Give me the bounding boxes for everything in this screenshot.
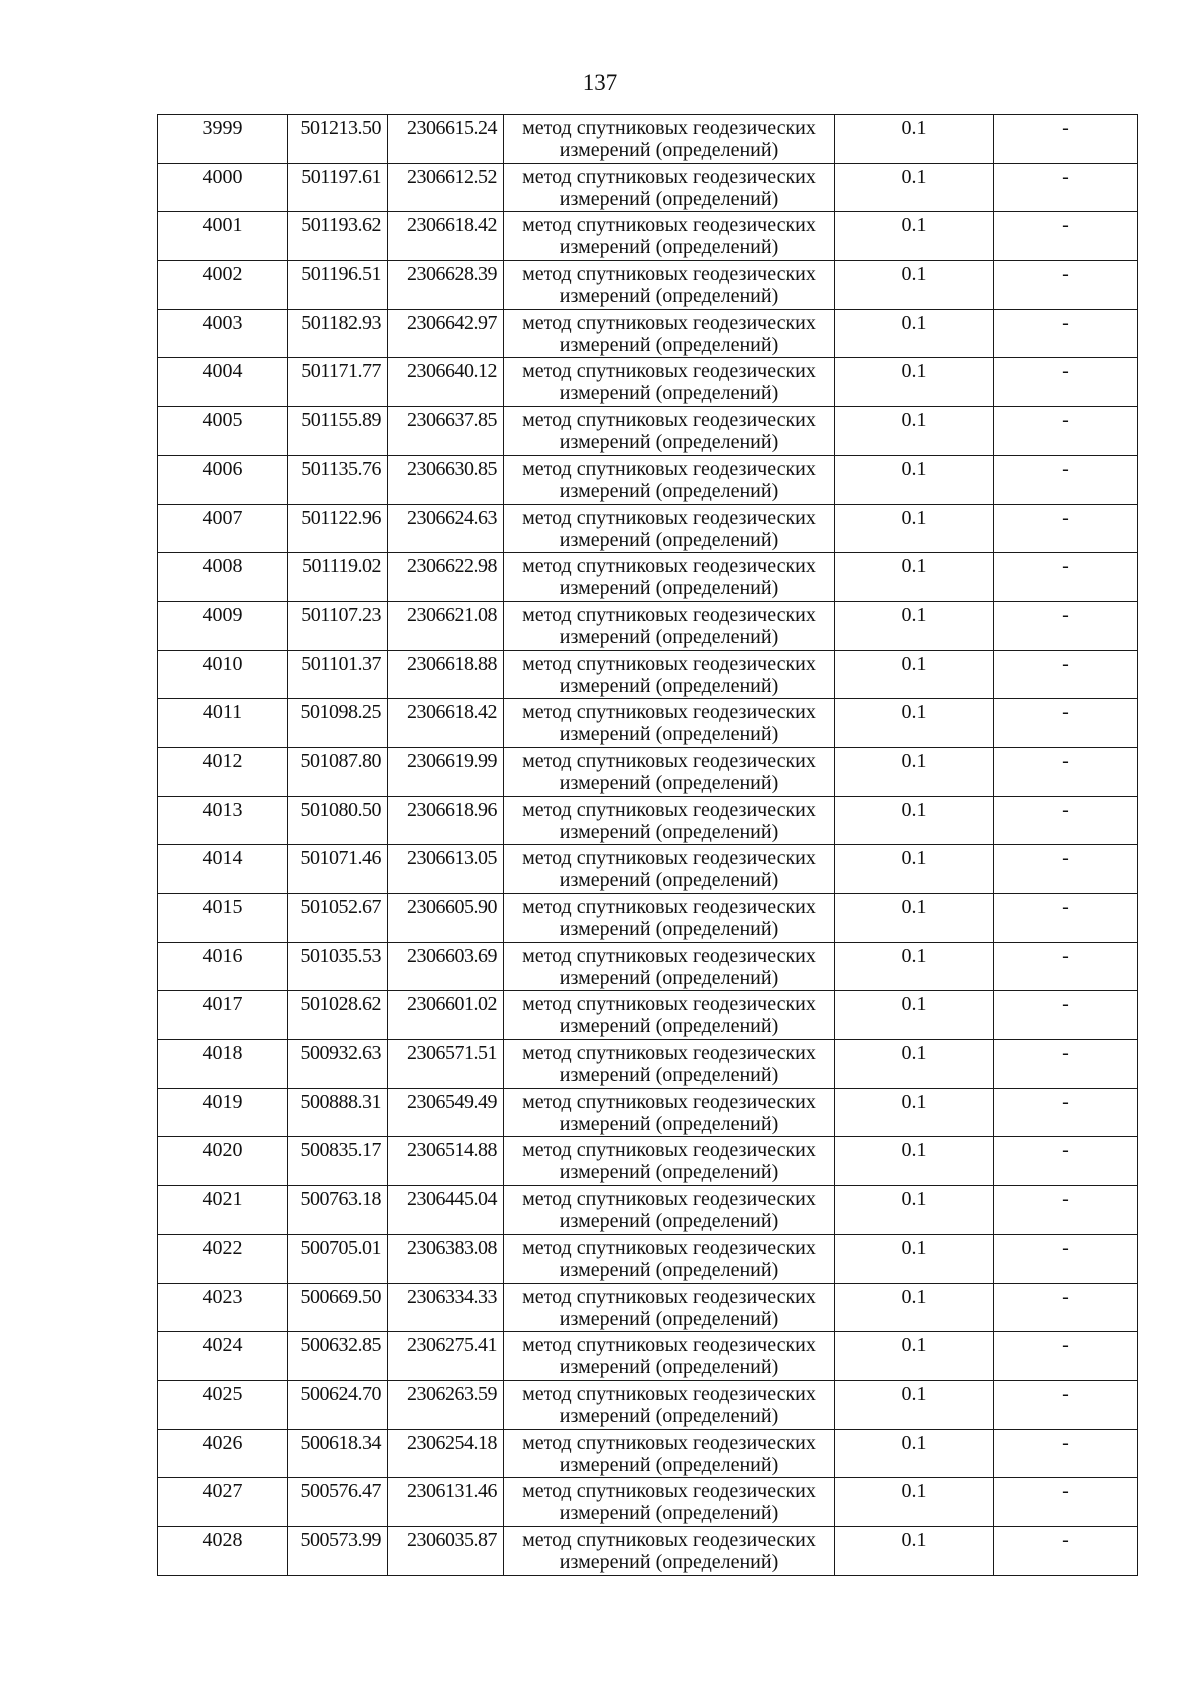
- accuracy-cell: 0.1: [835, 261, 994, 310]
- point-number-cell: 4022: [158, 1234, 288, 1283]
- accuracy-cell: 0.1: [835, 358, 994, 407]
- note-cell: -: [994, 1137, 1138, 1186]
- note-cell: -: [994, 358, 1138, 407]
- point-number-cell: 4021: [158, 1186, 288, 1235]
- table-row: [158, 845, 1138, 894]
- x-coordinate-cell: 500669.50: [288, 1283, 388, 1332]
- note-cell: -: [994, 553, 1138, 602]
- y-coordinate-cell: 2306605.90: [388, 894, 504, 943]
- point-number-cell: 4006: [158, 455, 288, 504]
- accuracy-cell: 0.1: [835, 942, 994, 991]
- y-coordinate-cell: 2306613.05: [388, 845, 504, 894]
- x-coordinate-cell: 500763.18: [288, 1186, 388, 1235]
- y-coordinate-cell: 2306618.88: [388, 650, 504, 699]
- point-number-cell: 4017: [158, 991, 288, 1040]
- note-cell: -: [994, 1380, 1138, 1429]
- x-coordinate-cell: 501119.02: [288, 553, 388, 602]
- x-coordinate-cell: 501101.37: [288, 650, 388, 699]
- note-cell: -: [994, 747, 1138, 796]
- accuracy-cell: 0.1: [835, 1478, 994, 1527]
- y-coordinate-cell: 2306615.24: [388, 115, 504, 164]
- y-coordinate-cell: 2306549.49: [388, 1088, 504, 1137]
- y-coordinate-cell: 2306618.42: [388, 699, 504, 748]
- accuracy-cell: 0.1: [835, 1186, 994, 1235]
- accuracy-cell: 0.1: [835, 163, 994, 212]
- accuracy-cell: 0.1: [835, 991, 994, 1040]
- table-row: [158, 1186, 1138, 1235]
- x-coordinate-cell: 500888.31: [288, 1088, 388, 1137]
- x-coordinate-cell: 500618.34: [288, 1429, 388, 1478]
- point-number-cell: 4002: [158, 261, 288, 310]
- x-coordinate-cell: 500705.01: [288, 1234, 388, 1283]
- method-cell: метод спутниковых геодезических измерений (определений): [504, 261, 835, 310]
- y-coordinate-cell: 2306628.39: [388, 261, 504, 310]
- table-row: [158, 894, 1138, 943]
- point-number-cell: 4025: [158, 1380, 288, 1429]
- note-cell: -: [994, 115, 1138, 164]
- point-number-cell: 4009: [158, 601, 288, 650]
- accuracy-cell: 0.1: [835, 1137, 994, 1186]
- point-number-cell: 4007: [158, 504, 288, 553]
- accuracy-cell: 0.1: [835, 553, 994, 602]
- note-cell: -: [994, 796, 1138, 845]
- note-cell: -: [994, 1429, 1138, 1478]
- accuracy-cell: 0.1: [835, 212, 994, 261]
- method-cell: метод спутниковых геодезических измерений (определений): [504, 1380, 835, 1429]
- method-cell: метод спутниковых геодезических измерений (определений): [504, 115, 835, 164]
- x-coordinate-cell: 500624.70: [288, 1380, 388, 1429]
- note-cell: -: [994, 1332, 1138, 1381]
- point-number-cell: 4013: [158, 796, 288, 845]
- method-cell: метод спутниковых геодезических измерений (определений): [504, 1429, 835, 1478]
- note-cell: -: [994, 455, 1138, 504]
- method-cell: метод спутниковых геодезических измерений (определений): [504, 1526, 835, 1575]
- accuracy-cell: 0.1: [835, 407, 994, 456]
- method-cell: метод спутниковых геодезических измерений (определений): [504, 553, 835, 602]
- point-number-cell: 4020: [158, 1137, 288, 1186]
- method-cell: метод спутниковых геодезических измерений (определений): [504, 1283, 835, 1332]
- method-cell: метод спутниковых геодезических измерений (определений): [504, 1088, 835, 1137]
- note-cell: -: [994, 845, 1138, 894]
- y-coordinate-cell: 2306637.85: [388, 407, 504, 456]
- table-row: [158, 309, 1138, 358]
- table-row: [158, 115, 1138, 164]
- method-cell: метод спутниковых геодезических измерений (определений): [504, 699, 835, 748]
- x-coordinate-cell: 501213.50: [288, 115, 388, 164]
- table-row: [158, 455, 1138, 504]
- method-cell: метод спутниковых геодезических измерений (определений): [504, 1478, 835, 1527]
- x-coordinate-cell: 501135.76: [288, 455, 388, 504]
- x-coordinate-cell: 500573.99: [288, 1526, 388, 1575]
- y-coordinate-cell: 2306334.33: [388, 1283, 504, 1332]
- accuracy-cell: 0.1: [835, 1040, 994, 1089]
- accuracy-cell: 0.1: [835, 1380, 994, 1429]
- accuracy-cell: 0.1: [835, 309, 994, 358]
- page-number: 137: [582, 70, 618, 95]
- method-cell: метод спутниковых геодезических измерений (определений): [504, 212, 835, 261]
- x-coordinate-cell: 501071.46: [288, 845, 388, 894]
- y-coordinate-cell: 2306624.63: [388, 504, 504, 553]
- note-cell: -: [994, 261, 1138, 310]
- y-coordinate-cell: 2306618.96: [388, 796, 504, 845]
- accuracy-cell: 0.1: [835, 115, 994, 164]
- y-coordinate-cell: 2306601.02: [388, 991, 504, 1040]
- x-coordinate-cell: 501182.93: [288, 309, 388, 358]
- table-row: [158, 1234, 1138, 1283]
- note-cell: -: [994, 504, 1138, 553]
- point-number-cell: 3999: [158, 115, 288, 164]
- point-number-cell: 4004: [158, 358, 288, 407]
- x-coordinate-cell: 501122.96: [288, 504, 388, 553]
- accuracy-cell: 0.1: [835, 699, 994, 748]
- y-coordinate-cell: 2306630.85: [388, 455, 504, 504]
- x-coordinate-cell: 501098.25: [288, 699, 388, 748]
- table-row: [158, 699, 1138, 748]
- accuracy-cell: 0.1: [835, 1526, 994, 1575]
- method-cell: метод спутниковых геодезических измерений (определений): [504, 601, 835, 650]
- y-coordinate-cell: 2306263.59: [388, 1380, 504, 1429]
- table-row: [158, 796, 1138, 845]
- accuracy-cell: 0.1: [835, 1088, 994, 1137]
- table-row: [158, 163, 1138, 212]
- y-coordinate-cell: 2306131.46: [388, 1478, 504, 1527]
- x-coordinate-cell: 501052.67: [288, 894, 388, 943]
- point-number-cell: 4008: [158, 553, 288, 602]
- table-row: [158, 212, 1138, 261]
- table-row: [158, 261, 1138, 310]
- y-coordinate-cell: 2306612.52: [388, 163, 504, 212]
- point-number-cell: 4010: [158, 650, 288, 699]
- note-cell: -: [994, 309, 1138, 358]
- table-row: [158, 942, 1138, 991]
- x-coordinate-cell: 501193.62: [288, 212, 388, 261]
- y-coordinate-cell: 2306275.41: [388, 1332, 504, 1381]
- note-cell: -: [994, 942, 1138, 991]
- point-number-cell: 4024: [158, 1332, 288, 1381]
- x-coordinate-cell: 500835.17: [288, 1137, 388, 1186]
- table-row: [158, 1088, 1138, 1137]
- accuracy-cell: 0.1: [835, 845, 994, 894]
- method-cell: метод спутниковых геодезических измерений (определений): [504, 1137, 835, 1186]
- table-row: [158, 1332, 1138, 1381]
- note-cell: -: [994, 894, 1138, 943]
- note-cell: -: [994, 601, 1138, 650]
- x-coordinate-cell: 500576.47: [288, 1478, 388, 1527]
- x-coordinate-cell: 500632.85: [288, 1332, 388, 1381]
- method-cell: метод спутниковых геодезических измерений (определений): [504, 991, 835, 1040]
- y-coordinate-cell: 2306514.88: [388, 1137, 504, 1186]
- note-cell: -: [994, 1088, 1138, 1137]
- y-coordinate-cell: 2306621.08: [388, 601, 504, 650]
- x-coordinate-cell: 500932.63: [288, 1040, 388, 1089]
- method-cell: метод спутниковых геодезических измерений (определений): [504, 163, 835, 212]
- y-coordinate-cell: 2306571.51: [388, 1040, 504, 1089]
- point-number-cell: 4014: [158, 845, 288, 894]
- point-number-cell: 4023: [158, 1283, 288, 1332]
- coordinates-table: [157, 114, 1138, 1576]
- accuracy-cell: 0.1: [835, 1332, 994, 1381]
- table-row: [158, 553, 1138, 602]
- accuracy-cell: 0.1: [835, 455, 994, 504]
- table-row: [158, 358, 1138, 407]
- method-cell: метод спутниковых геодезических измерений (определений): [504, 942, 835, 991]
- method-cell: метод спутниковых геодезических измерений (определений): [504, 309, 835, 358]
- accuracy-cell: 0.1: [835, 650, 994, 699]
- point-number-cell: 4027: [158, 1478, 288, 1527]
- method-cell: метод спутниковых геодезических измерений (определений): [504, 504, 835, 553]
- x-coordinate-cell: 501035.53: [288, 942, 388, 991]
- y-coordinate-cell: 2306603.69: [388, 942, 504, 991]
- method-cell: метод спутниковых геодезических измерений (определений): [504, 894, 835, 943]
- table-row: [158, 1526, 1138, 1575]
- y-coordinate-cell: 2306254.18: [388, 1429, 504, 1478]
- note-cell: -: [994, 1040, 1138, 1089]
- point-number-cell: 4028: [158, 1526, 288, 1575]
- point-number-cell: 4019: [158, 1088, 288, 1137]
- x-coordinate-cell: 501197.61: [288, 163, 388, 212]
- method-cell: метод спутниковых геодезических измерений (определений): [504, 455, 835, 504]
- point-number-cell: 4000: [158, 163, 288, 212]
- table-row: [158, 747, 1138, 796]
- table-body: [158, 115, 1138, 1576]
- method-cell: метод спутниковых геодезических измерений (определений): [504, 796, 835, 845]
- accuracy-cell: 0.1: [835, 1429, 994, 1478]
- note-cell: -: [994, 1526, 1138, 1575]
- method-cell: метод спутниковых геодезических измерений (определений): [504, 747, 835, 796]
- method-cell: метод спутниковых геодезических измерений (определений): [504, 1186, 835, 1235]
- y-coordinate-cell: 2306618.42: [388, 212, 504, 261]
- accuracy-cell: 0.1: [835, 601, 994, 650]
- x-coordinate-cell: 501196.51: [288, 261, 388, 310]
- y-coordinate-cell: 2306035.87: [388, 1526, 504, 1575]
- table-row: [158, 601, 1138, 650]
- accuracy-cell: 0.1: [835, 894, 994, 943]
- note-cell: -: [994, 212, 1138, 261]
- y-coordinate-cell: 2306642.97: [388, 309, 504, 358]
- point-number-cell: 4018: [158, 1040, 288, 1089]
- note-cell: -: [994, 699, 1138, 748]
- point-number-cell: 4012: [158, 747, 288, 796]
- point-number-cell: 4015: [158, 894, 288, 943]
- note-cell: -: [994, 163, 1138, 212]
- y-coordinate-cell: 2306622.98: [388, 553, 504, 602]
- y-coordinate-cell: 2306445.04: [388, 1186, 504, 1235]
- table-row: [158, 1040, 1138, 1089]
- method-cell: метод спутниковых геодезических измерений (определений): [504, 650, 835, 699]
- method-cell: метод спутниковых геодезических измерений (определений): [504, 1234, 835, 1283]
- method-cell: метод спутниковых геодезических измерений (определений): [504, 845, 835, 894]
- method-cell: метод спутниковых геодезических измерений (определений): [504, 1040, 835, 1089]
- table-row: [158, 650, 1138, 699]
- accuracy-cell: 0.1: [835, 1283, 994, 1332]
- table-row: [158, 1283, 1138, 1332]
- note-cell: -: [994, 407, 1138, 456]
- note-cell: -: [994, 1478, 1138, 1527]
- point-number-cell: 4016: [158, 942, 288, 991]
- method-cell: метод спутниковых геодезических измерений (определений): [504, 358, 835, 407]
- point-number-cell: 4026: [158, 1429, 288, 1478]
- accuracy-cell: 0.1: [835, 796, 994, 845]
- note-cell: -: [994, 1283, 1138, 1332]
- point-number-cell: 4011: [158, 699, 288, 748]
- accuracy-cell: 0.1: [835, 504, 994, 553]
- y-coordinate-cell: 2306619.99: [388, 747, 504, 796]
- x-coordinate-cell: 501028.62: [288, 991, 388, 1040]
- point-number-cell: 4003: [158, 309, 288, 358]
- accuracy-cell: 0.1: [835, 747, 994, 796]
- y-coordinate-cell: 2306640.12: [388, 358, 504, 407]
- x-coordinate-cell: 501107.23: [288, 601, 388, 650]
- table-row: [158, 991, 1138, 1040]
- accuracy-cell: 0.1: [835, 1234, 994, 1283]
- point-number-cell: 4005: [158, 407, 288, 456]
- table-row: [158, 1380, 1138, 1429]
- point-number-cell: 4001: [158, 212, 288, 261]
- note-cell: -: [994, 1234, 1138, 1283]
- table-row: [158, 1137, 1138, 1186]
- table-row: [158, 1429, 1138, 1478]
- note-cell: -: [994, 991, 1138, 1040]
- table-row: [158, 407, 1138, 456]
- table-row: [158, 504, 1138, 553]
- x-coordinate-cell: 501171.77: [288, 358, 388, 407]
- x-coordinate-cell: 501087.80: [288, 747, 388, 796]
- x-coordinate-cell: 501080.50: [288, 796, 388, 845]
- note-cell: -: [994, 650, 1138, 699]
- method-cell: метод спутниковых геодезических измерений (определений): [504, 407, 835, 456]
- note-cell: -: [994, 1186, 1138, 1235]
- method-cell: метод спутниковых геодезических измерений (определений): [504, 1332, 835, 1381]
- x-coordinate-cell: 501155.89: [288, 407, 388, 456]
- table-row: [158, 1478, 1138, 1527]
- y-coordinate-cell: 2306383.08: [388, 1234, 504, 1283]
